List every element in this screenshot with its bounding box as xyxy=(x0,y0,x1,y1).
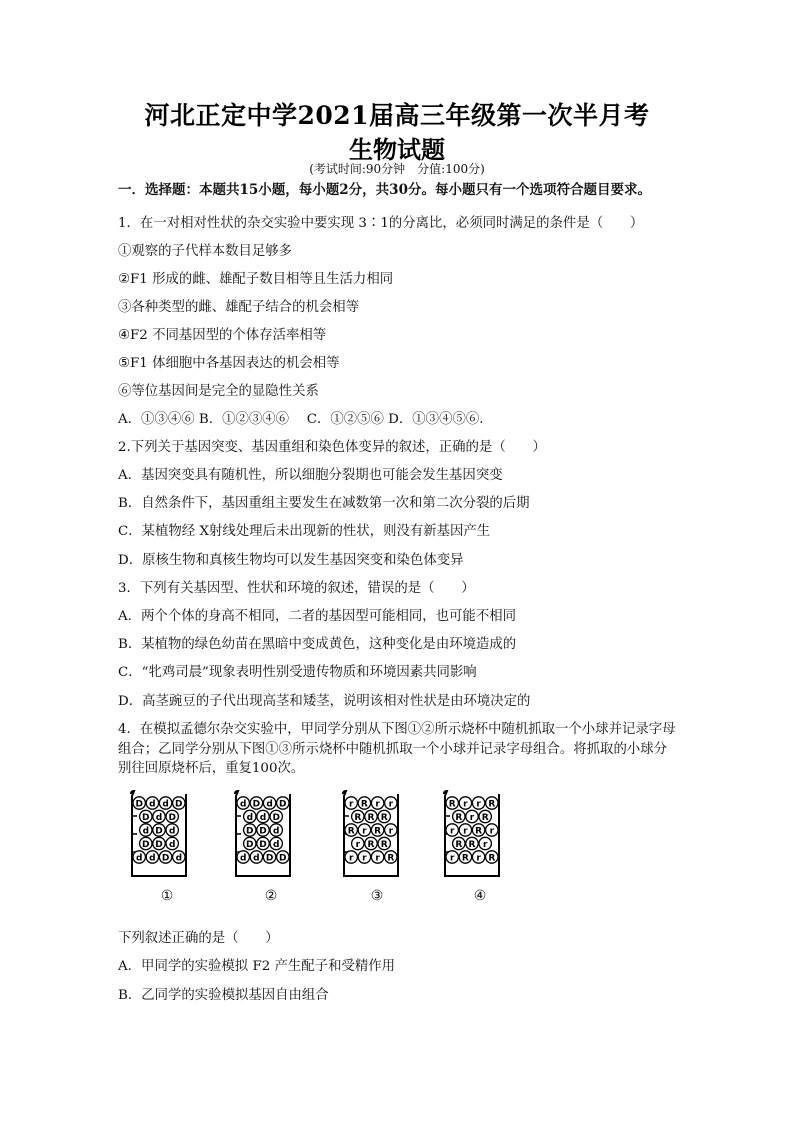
ball-letter: R xyxy=(475,826,483,837)
ball-letter: d xyxy=(142,826,150,837)
ball-letter: D xyxy=(279,853,287,864)
ball-letter: R xyxy=(448,799,456,810)
ball-letter: r xyxy=(463,799,468,810)
ball-letter: R xyxy=(455,812,463,823)
beaker-label: ② xyxy=(264,888,278,904)
ball-letter: r xyxy=(449,853,455,864)
section-heading: 一．选择题：本题共15小题，每小题2分，共30分。每小题只有一个选项符合题目要求。 xyxy=(118,182,651,198)
ball-letter: R xyxy=(468,839,476,850)
ball-letter: r xyxy=(476,799,481,810)
beaker-label: ① xyxy=(160,888,174,904)
q1-item: ⑥等位基因间是完全的显隐性关系 xyxy=(118,384,319,399)
ball-letter: r xyxy=(388,799,394,810)
ball-letter: d xyxy=(149,799,156,810)
ball-letter: D xyxy=(135,799,143,810)
ball-letter: d xyxy=(239,799,247,810)
ball-letter: d xyxy=(253,853,260,864)
q2-option-a: A．基因突变具有随机性，所以细胞分裂期也可能会发生基因突变 xyxy=(118,468,503,483)
ball-letter: d xyxy=(259,812,267,823)
ball-letter: D xyxy=(272,812,280,823)
ball-letter: d xyxy=(272,839,280,850)
q1-item: ①观察的子代样本数目足够多 xyxy=(118,244,293,259)
q4-stem: 4．在模拟孟德尔杂交实验中，甲同学分别从下图①②所示烧杯中随机抓取一个小球并记录字母组合；乙同学分别从下图①③所示烧杯中随机抓取一个小球并记录字母组合。将抓取的小球分别往回原烧杯后，重复100次。 xyxy=(118,722,676,776)
ball-letter: r xyxy=(375,853,380,864)
ball-letter: r xyxy=(362,853,367,864)
ball-letter: D xyxy=(252,799,261,810)
q2-option-b: B．自然条件下，基因重组主要发生在减数第一次和第二次分裂的后期 xyxy=(118,496,530,511)
ball-letter: R xyxy=(367,812,375,823)
ball-letter: D xyxy=(279,799,287,810)
ball-letter: D xyxy=(142,812,150,823)
ball-letter: d xyxy=(246,812,254,823)
ball-letter: R xyxy=(380,839,388,850)
ball-letter: r xyxy=(463,826,468,837)
ball-letter: R xyxy=(360,799,368,810)
beaker-3 xyxy=(340,790,402,880)
q1-item: ⑤F1 体细胞中各基因表达的机会相等 xyxy=(118,356,340,371)
ball-letter: R xyxy=(354,812,362,823)
ball-letter: r xyxy=(469,812,475,823)
ball-letter: D xyxy=(246,826,254,837)
q3-stem: 3．下列有关基因型、性状和环境的叙述，错误的是（ ） xyxy=(118,581,475,596)
ball-letter: d xyxy=(155,812,163,823)
beaker-label: ④ xyxy=(473,888,487,904)
ball-letter: r xyxy=(449,826,455,837)
ball-letter: D xyxy=(168,812,176,823)
ball-letter: d xyxy=(149,853,156,864)
q3-option-c: C．“牝鸡司晨”现象表明性别受遗传物质和环境因素共同影响 xyxy=(118,665,477,680)
exam-title: 河北正定中学2021届高三年级第一次半月考 xyxy=(144,101,650,130)
ball-letter: d xyxy=(135,853,143,864)
ball-letter: D xyxy=(246,839,254,850)
q1-item: ③各种类型的雌、雄配子结合的机会相等 xyxy=(118,300,360,315)
ball-letter: R xyxy=(347,826,355,837)
ball-letter: R xyxy=(488,853,496,864)
ball-letter: D xyxy=(259,826,267,837)
q3-option-b: B．某植物的绿色幼苗在黑暗中变成黄色，这种变化是由环境造成的 xyxy=(118,637,517,652)
exam-meta: (考试时间:90分钟 分值:100分) xyxy=(309,162,485,176)
q3-option-d: D．高茎豌豆的子代出现高茎和矮茎，说明该相对性状是由环境决定的 xyxy=(118,694,531,709)
ball-letter: r xyxy=(476,853,481,864)
ball-letter: R xyxy=(488,799,496,810)
q2-option-c: C．某植物经 X射线处理后未出现新的性状，则没有新基因产生 xyxy=(118,524,491,539)
q2-stem: 2.下列关于基因突变、基因重组和染色体变异的叙述，正确的是（ ） xyxy=(118,440,546,455)
ball-letter: D xyxy=(155,839,163,850)
ball-letter: d xyxy=(239,853,247,864)
ball-letter: R xyxy=(461,853,469,864)
beaker-4 xyxy=(441,790,503,880)
q1-stem: 1．在一对相对性状的杂交实验中要实现 3∶1的分离比，必须同时满足的条件是（ ） xyxy=(118,216,644,231)
ball-letter: r xyxy=(348,799,354,810)
ball-letter: r xyxy=(489,826,495,837)
ball-letter: R xyxy=(374,826,382,837)
ball-letter: D xyxy=(175,799,183,810)
ball-letter: d xyxy=(162,799,169,810)
q4-follow: 下列叙述正确的是（ ） xyxy=(118,931,279,946)
beaker-figure xyxy=(128,790,548,910)
beaker-2 xyxy=(232,790,294,880)
ball-letter: R xyxy=(380,812,388,823)
ball-letter: d xyxy=(168,839,176,850)
ball-letter: D xyxy=(142,839,150,850)
q1-options: A．①③④⑥ B．①②③④⑥ C．①②⑤⑥ D．①③④⑤⑥. xyxy=(118,412,484,427)
ball-letter: d xyxy=(272,826,280,837)
ball-letter: R xyxy=(455,839,463,850)
ball-letter: r xyxy=(388,826,394,837)
ball-letter: D xyxy=(161,853,170,864)
beaker-label: ③ xyxy=(370,888,384,904)
q4-option-b: B．乙同学的实验模拟基因自由组合 xyxy=(118,988,329,1003)
ball-letter: R xyxy=(387,853,395,864)
ball-letter: r xyxy=(375,799,380,810)
q3-option-a: A．两个个体的身高不相同，二者的基因型可能相同，也可能不相同 xyxy=(118,609,516,624)
ball-letter: d xyxy=(168,826,176,837)
q1-item: ④F2 不同基因型的个体存活率相等 xyxy=(118,328,327,343)
ball-letter: r xyxy=(348,853,354,864)
ball-letter: r xyxy=(355,839,361,850)
q4-option-a: A．甲同学的实验模拟 F2 产生配子和受精作用 xyxy=(118,959,396,974)
ball-letter: D xyxy=(259,839,267,850)
beaker-1 xyxy=(128,790,190,880)
exam-subject: 生物试题 xyxy=(349,135,445,164)
ball-letter: d xyxy=(266,799,273,810)
ball-letter: r xyxy=(362,826,367,837)
ball-letter: r xyxy=(482,839,488,850)
ball-letter: R xyxy=(481,812,489,823)
q1-item: ②F1 形成的雌、雄配子数目相等且生活力相同 xyxy=(118,272,394,287)
ball-letter: D xyxy=(155,826,163,837)
ball-letter: R xyxy=(367,839,375,850)
q2-option-d: D．原核生物和真核生物均可以发生基因突变和染色体变异 xyxy=(118,553,464,568)
ball-letter: D xyxy=(265,853,274,864)
ball-letter: d xyxy=(175,853,183,864)
